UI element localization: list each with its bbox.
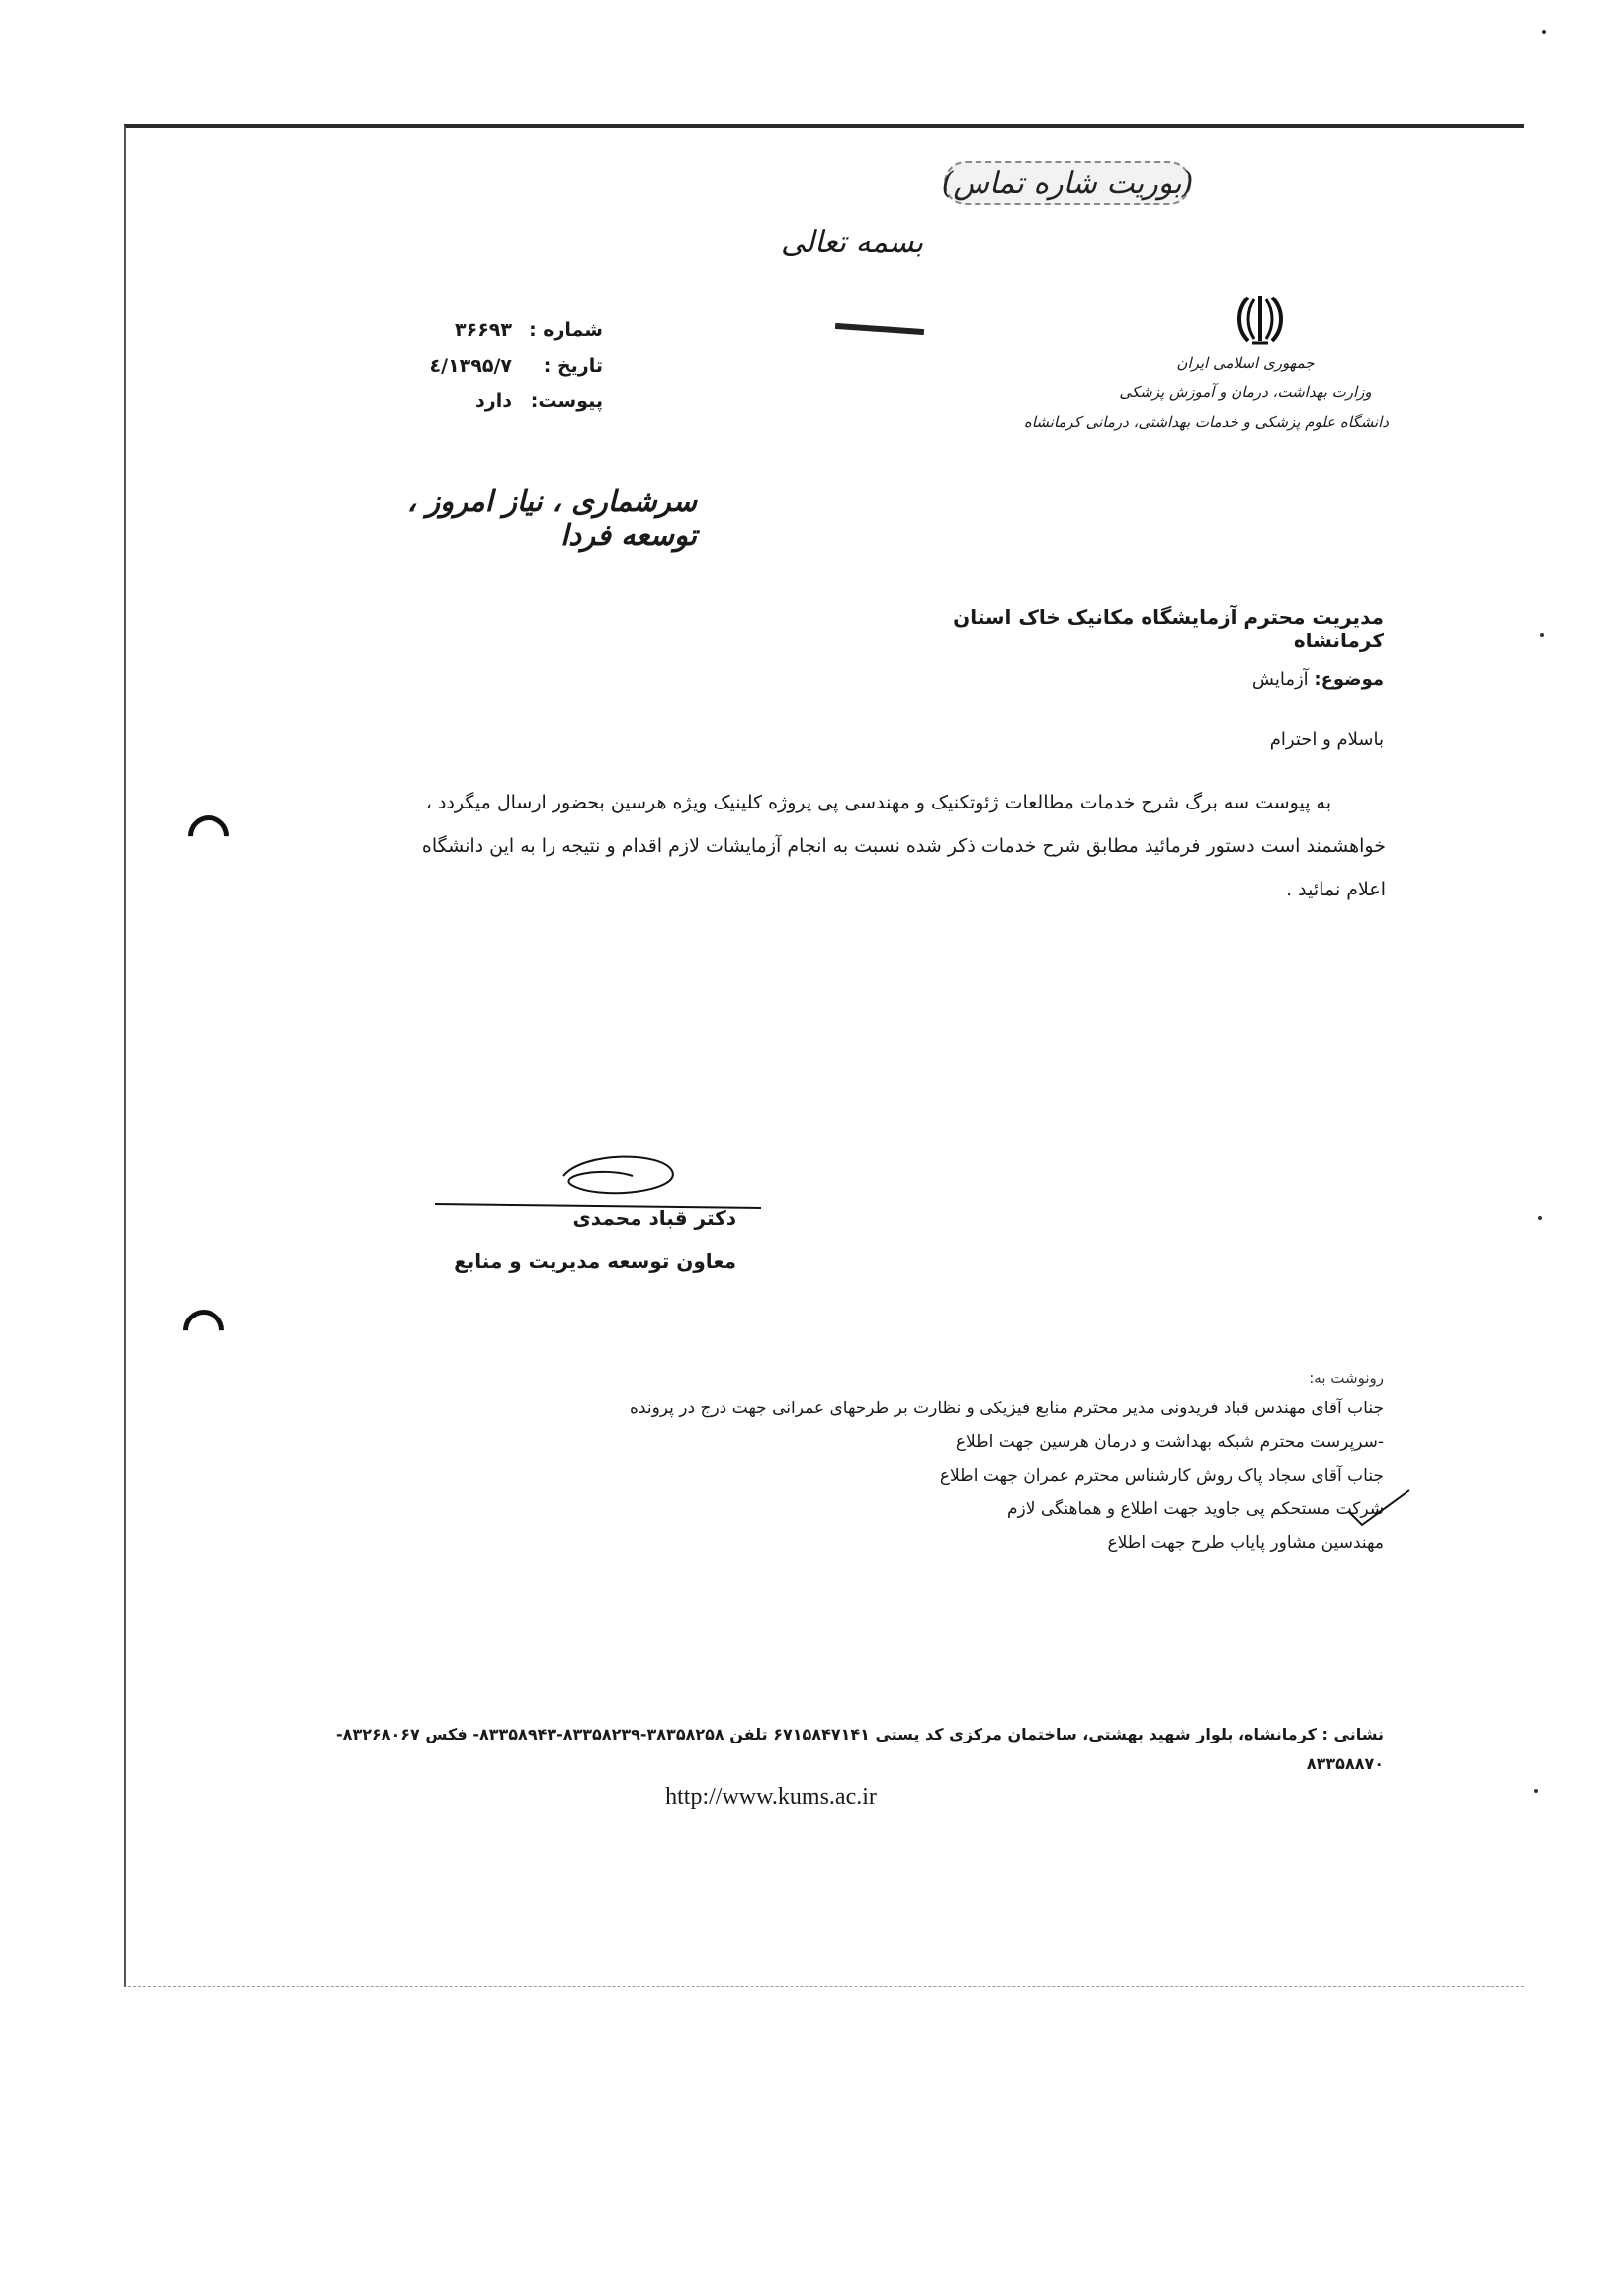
website-url[interactable]: http://www.kums.ac.ir bbox=[665, 1784, 877, 1810]
date-label: تاریخ : bbox=[543, 355, 603, 377]
date-value: ۱۳۹۵/۷/٤ bbox=[429, 355, 512, 377]
recipient: مدیریت محترم آزمایشگاه مکانیک خاک استان کرمانشاه bbox=[953, 605, 1384, 652]
signer-title: معاون توسعه مدیریت و منابع bbox=[454, 1249, 736, 1273]
subject-value: آزمایش bbox=[1251, 669, 1309, 690]
greeting: باسلام و احترام bbox=[1269, 729, 1384, 750]
body-paragraph-2: خواهشمند است دستور فرمائید مطابق شرح خدمات ذکر شده نسبت به انجام آزمایشات لازم اقدام و نتیجه را به این دانشگاه bbox=[421, 835, 1386, 857]
org-line-ministry: وزارت بهداشت، درمان و آموزش پزشکی bbox=[1119, 383, 1372, 401]
body-paragraph-3: اعلام نمائید . bbox=[1286, 879, 1386, 900]
letter-body bbox=[237, 781, 1386, 911]
signer-block bbox=[440, 1196, 736, 1283]
checkmark-icon bbox=[1344, 1488, 1413, 1527]
subject-label: موضوع: bbox=[1314, 669, 1384, 690]
cc-list bbox=[465, 1364, 1384, 1560]
number-label: شماره : bbox=[529, 319, 603, 341]
urgent-stamp bbox=[924, 153, 1211, 213]
subject-line bbox=[1087, 669, 1384, 690]
cc-item: شرکت مستحکم پی جاوید جهت اطلاع و هماهنگی لازم bbox=[1006, 1499, 1384, 1519]
scan-speck bbox=[1542, 30, 1546, 34]
signer-name: دکتر قباد محمدی bbox=[572, 1206, 736, 1230]
attachment-value: دارد bbox=[475, 390, 512, 412]
letter-meta bbox=[405, 312, 603, 419]
scan-speck bbox=[1540, 633, 1544, 637]
scan-speck bbox=[1538, 1216, 1542, 1220]
scan-speck bbox=[1534, 1789, 1538, 1793]
iran-emblem-icon bbox=[1231, 290, 1290, 349]
cc-heading: رونوشت به: bbox=[1309, 1369, 1384, 1387]
basmala: بسمه تعالی bbox=[781, 225, 924, 260]
urgent-stamp-text: (بوریت شاره تماس) bbox=[941, 165, 1194, 201]
footer-address: نشانی : کرمانشاه، بلوار شهید بهشتی، ساختمان مرکزی کد پستی ۶۷۱۵۸۴۷۱۴۱ تلفن ۳۸۳۵۸۲۵۸-۸۳۳۵۸۲۳۹-۸۳۳۵۸۹۴۳- فکس ۸۳۲۶۸۰۶۷- ۸۳۳۵۸۸۷۰ bbox=[336, 1725, 1384, 1773]
attachment-row bbox=[405, 383, 603, 419]
attachment-label: پیوست: bbox=[530, 390, 603, 412]
organization-header bbox=[1023, 348, 1389, 437]
cc-item: مهندسین مشاور پایاب طرح جهت اطلاع bbox=[1107, 1533, 1384, 1553]
census-slogan: سرشماری ، نیاز امروز ، توسعه فردا bbox=[406, 484, 697, 552]
date-row bbox=[405, 348, 603, 383]
org-line-university: دانشگاه علوم پزشکی و خدمات بهداشتی، درمانی کرمانشاه bbox=[1023, 413, 1389, 431]
cc-item: -سرپرست محترم شبکه بهداشت و درمان هرسین جهت اطلاع bbox=[955, 1432, 1384, 1452]
cc-item: جناب آقای سجاد پاک روش کارشناس محترم عمران جهت اطلاع bbox=[939, 1466, 1384, 1486]
org-line-country: جمهوری اسلامی ایران bbox=[1176, 354, 1315, 372]
body-paragraph-1: به پیوست سه برگ شرح خدمات مطالعات ژئوتکنیک و مهندسی پی پروژه کلینیک ویژه هرسین بحضور ارسال میگردد ، bbox=[425, 792, 1331, 813]
number-row bbox=[405, 312, 603, 348]
number-value: ۳۶۶۹۳ bbox=[455, 319, 512, 341]
cc-item: جناب آقای مهندس قباد فریدونی مدیر محترم منابع فیزیکی و نظارت بر طرحهای عمرانی جهت درج در پرونده bbox=[630, 1399, 1384, 1418]
